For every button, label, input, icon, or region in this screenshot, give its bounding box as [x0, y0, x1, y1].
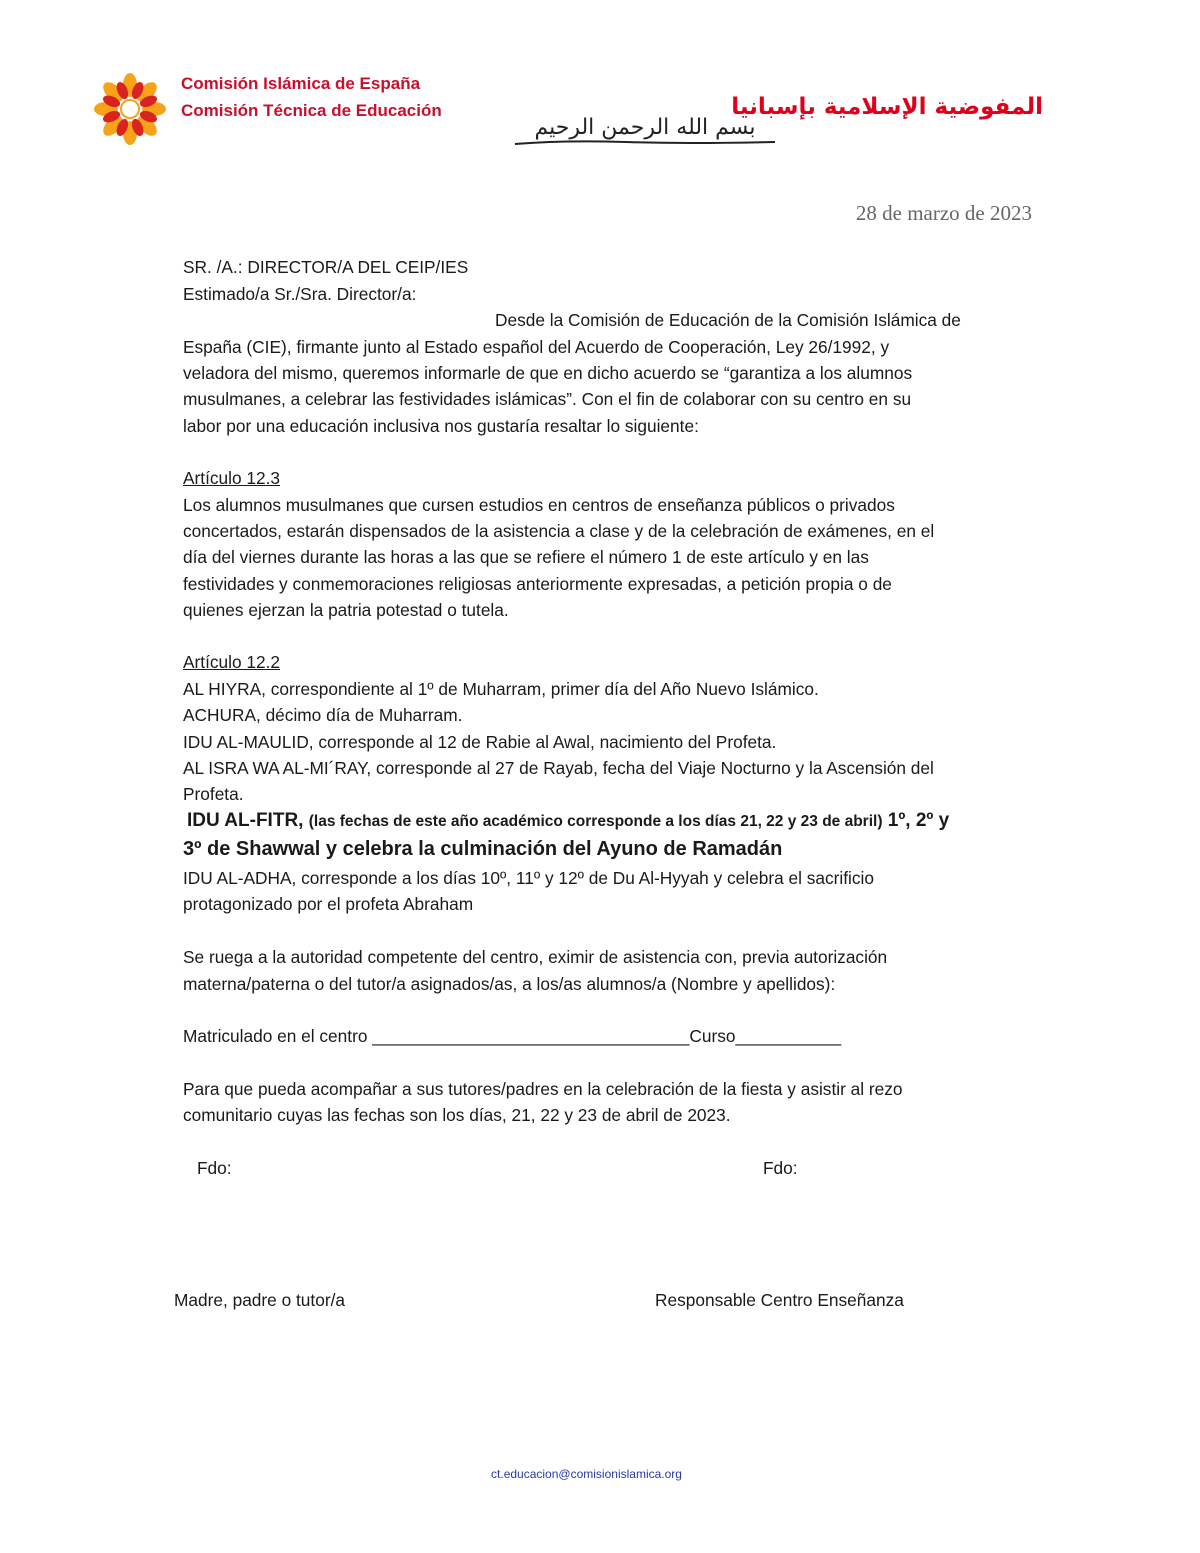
- request-line: materna/paterna o del tutor/a asignados/as, a los/as alumnos/a (Nombre y apellidos):: [183, 974, 836, 994]
- festivity-line: AL HIYRA, correspondiente al 1º de Muharram, primer día del Año Nuevo Islámico.: [183, 679, 819, 699]
- festivity-line: ACHURA, décimo día de Muharram.: [183, 705, 463, 725]
- svg-text:بسم الله الرحمن الرحيم: بسم الله الرحمن الرحيم: [534, 115, 756, 140]
- arabic-org-title: المفوضية الإسلامية بإسبانيا: [731, 94, 1043, 120]
- intro-line: Desde la Comisión de Educación de la Comisión Islámica de: [495, 310, 961, 330]
- adha-line: protagonizado por el profeta Abraham: [183, 894, 474, 914]
- org-name: Comisión Islámica de España: [181, 74, 421, 93]
- signature-right-label: Responsable Centro Enseñanza: [655, 1290, 904, 1310]
- signature-right: Fdo:: [763, 1158, 798, 1178]
- article-12-2-heading: Artículo 12.2: [183, 652, 281, 672]
- adha-line: IDU AL-ADHA, corresponde a los días 10º, 11º y 12º de Du Al-Hyyah y celebra el sacrificio: [183, 868, 874, 888]
- fitr-rest: 1º, 2º y: [887, 810, 950, 831]
- article-12-3-line: festividades y conmemoraciones religiosas anteriormente expresadas, a petición propia o de: [183, 574, 892, 594]
- article-12-3-line: Los alumnos musulmanes que cursen estudios en centros de enseñanza públicos o privados: [183, 495, 895, 515]
- recipient: SR. /A.: DIRECTOR/A DEL CEIP/IES: [183, 257, 469, 277]
- festivity-line: AL ISRA WA AL-MI´RAY, corresponde al 27 de Rayab, fecha del Viaje Nocturno y la Ascensión del: [183, 758, 934, 778]
- fitr-note: (las fechas de este año académico corresponde a los días 21, 22 y 23 de abril): [308, 813, 883, 830]
- purpose-line: Para que pueda acompañar a sus tutores/padres en la celebración de la fiesta y asistir al rezo: [183, 1079, 903, 1099]
- idu-al-fitr-line-2: 3º de Shawwal y celebra la culminación del Ayuno de Ramadán: [183, 838, 783, 860]
- article-12-3-line: día del viernes durante las horas a las que se refiere el número 1 de este artículo y en las: [183, 547, 869, 567]
- festivity-line: Profeta.: [183, 784, 244, 804]
- enrolled-field: Matriculado en el centro _________________________________Curso___________: [183, 1026, 842, 1046]
- intro-line: veladora del mismo, queremos informarle de que en dicho acuerdo se “garantiza a los alumnos: [183, 363, 913, 383]
- cie-logo: [93, 72, 167, 146]
- purpose-line: comunitario cuyas las fechas son los días, 21, 22 y 23 de abril de 2023.: [183, 1105, 731, 1125]
- greeting: Estimado/a Sr./Sra. Director/a:: [183, 284, 417, 304]
- article-12-3-line: quienes ejerzan la patria potestad o tutela.: [183, 600, 509, 620]
- intro-line: España (CIE), firmante junto al Estado español del Acuerdo de Cooperación, Ley 26/1992, y: [183, 337, 890, 357]
- footer-email[interactable]: ct.educacion@comisionislamica.org: [491, 1467, 682, 1481]
- request-line: Se ruega a la autoridad competente del centro, eximir de asistencia con, previa autorización: [183, 947, 888, 967]
- org-department: Comisión Técnica de Educación: [181, 101, 442, 120]
- intro-line: labor por una educación inclusiva nos gustaría resaltar lo siguiente:: [183, 416, 699, 436]
- signature-left-label: Madre, padre o tutor/a: [174, 1290, 345, 1310]
- article-12-3-line: concertados, estarán dispensados de la asistencia a clase y de la celebración de exámenes, en el: [183, 521, 935, 541]
- intro-line: musulmanes, a celebrar las festividades islámicas”. Con el fin de colaborar con su centro en su: [183, 389, 912, 409]
- idu-al-fitr-line: [187, 810, 949, 832]
- letter-date: 28 de marzo de 2023: [855, 201, 1032, 225]
- fitr-name: IDU AL-FITR,: [187, 810, 304, 831]
- festivity-line: IDU AL-MAULID, corresponde al 12 de Rabie al Awal, nacimiento del Profeta.: [183, 732, 777, 752]
- article-12-3-heading: Artículo 12.3: [183, 468, 281, 488]
- signature-left: Fdo:: [197, 1158, 232, 1178]
